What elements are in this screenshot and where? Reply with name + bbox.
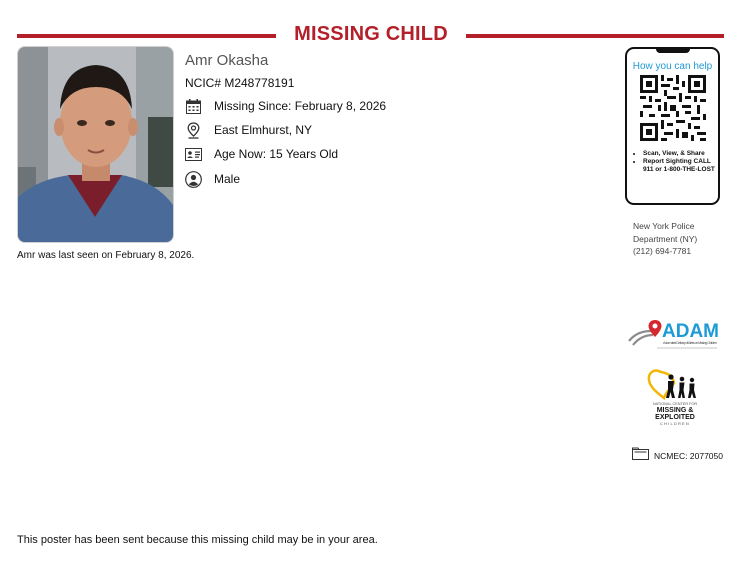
age-row [185, 145, 338, 163]
missing-since-text: Missing Since: February 8, 2026 [214, 99, 387, 113]
header-rule-right [466, 34, 724, 38]
footer-note: This poster has been sent because this missing child may be in your area. [17, 534, 378, 546]
poster-title: MISSING CHILD [294, 23, 448, 45]
ncmec-line4: CHILDREN [659, 421, 691, 426]
age-text: Age Now: 15 Years Old [214, 147, 339, 161]
agency-contact [633, 220, 697, 258]
ncmec-logo [647, 368, 703, 435]
child-photo [17, 46, 174, 243]
ncic-number: NCIC# M248778191 [185, 76, 295, 90]
ncmec-line2: MISSING & [656, 407, 694, 414]
folder-icon [632, 447, 649, 465]
adam-logo [627, 317, 719, 360]
case-number: NCMEC: 2077050 [654, 451, 723, 461]
adam-wordmark: ADAM [662, 321, 719, 342]
missing-since-row [185, 97, 386, 115]
help-title: How you can help [632, 61, 713, 72]
child-name: Amr Okasha [185, 52, 269, 69]
agency-name-line2: Department (NY) [633, 233, 698, 244]
ncmec-line1: NATIONAL CENTER FOR [652, 402, 698, 406]
qr-code-icon[interactable] [640, 75, 706, 146]
person-icon [185, 171, 202, 188]
id-card-icon [185, 146, 202, 163]
calendar-icon [185, 98, 202, 115]
adam-tagline: Automated Delivery of Alerts on Missing Children [663, 341, 717, 345]
agency-phone: (212) 694-7781 [633, 246, 692, 256]
case-number-row [632, 447, 723, 465]
phone-notch [656, 48, 690, 53]
help-item-report: • Report Sighting CALL 911 or 1-800-THE-LOST [643, 158, 721, 174]
help-item-share: • Scan, View, & Share [643, 150, 721, 158]
location-row [185, 121, 312, 139]
header-rule-left [17, 34, 276, 38]
sex-row [185, 170, 240, 188]
help-panel [625, 47, 720, 205]
sex-text: Male [214, 172, 241, 186]
help-list [629, 150, 721, 175]
ncmec-line3: EXPLOITED [655, 414, 695, 421]
location-pin-icon [185, 122, 202, 139]
agency-name-line1: New York Police [633, 221, 695, 231]
location-text: East Elmhurst, NY [214, 123, 313, 137]
last-seen-note: Amr was last seen on February 8, 2026. [17, 250, 195, 261]
